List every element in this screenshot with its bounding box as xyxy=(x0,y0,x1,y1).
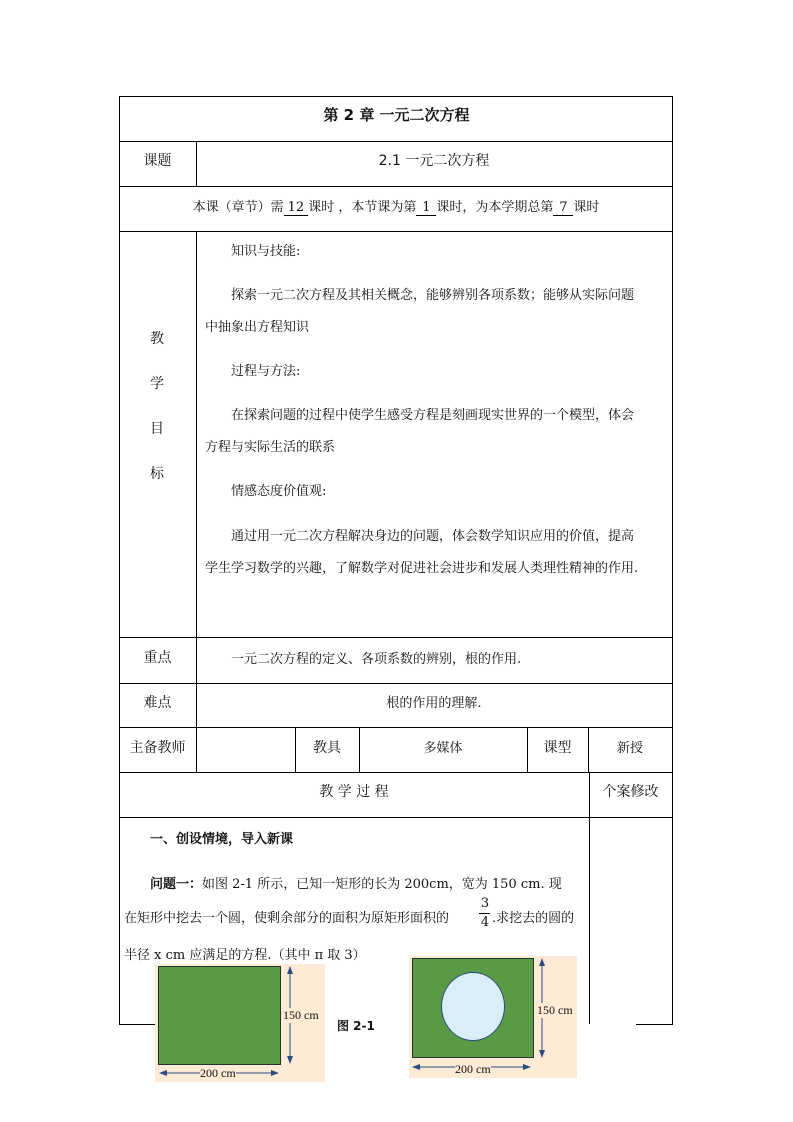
section-title: 一、创设情境，导入新课 xyxy=(150,832,294,847)
table-border-top xyxy=(119,96,673,97)
fraction-denominator: 4 xyxy=(480,915,490,930)
table-rule xyxy=(119,637,673,638)
table-border-bottom xyxy=(636,1024,673,1025)
objective-knowledge-title: 知识与技能: xyxy=(231,244,301,259)
width-label: 200 cm xyxy=(455,1062,491,1076)
width-label: 200 cm xyxy=(200,1066,236,1080)
hours-prefix: 本课（章节）需 xyxy=(192,200,284,215)
difficulty-label: 难点 xyxy=(143,695,172,711)
key-point-value: 一元二次方程的定义、各项系数的辨别，根的作用. xyxy=(231,652,522,667)
objective-attitude-title: 情感态度价值观: xyxy=(231,484,327,499)
teacher-label: 主备教师 xyxy=(129,740,186,756)
table-rule xyxy=(119,727,673,728)
process-header: 教 学 过 程 xyxy=(319,784,389,800)
topic-label: 课题 xyxy=(143,153,172,169)
fraction-numerator: 3 xyxy=(480,896,490,911)
topic-value: 2.1 一元二次方程 xyxy=(378,153,490,169)
revision-header: 个案修改 xyxy=(602,784,659,800)
hours-suffix: 课时 xyxy=(573,200,600,215)
objective-knowledge-text: 探索一元二次方程及其相关概念，能够辨别各项系数；能够从实际问题 xyxy=(231,288,635,303)
height-label: 150 cm xyxy=(537,1003,573,1017)
hours-mid1: 课时 ，本节课为第 xyxy=(308,200,417,215)
question-one-line xyxy=(150,873,562,892)
type-label: 课型 xyxy=(543,740,572,756)
question-one-label: 问题一： xyxy=(150,877,203,892)
objective-attitude-text: 学生学习数学的兴趣，了解数学对促进社会进步和发展人类理性精神的作用. xyxy=(205,561,639,576)
objectives-label-char: 教 xyxy=(150,331,164,347)
hours-mid2: 课时，为本学期总第 xyxy=(436,200,554,215)
question-one-text: 半径 x cm 应满足的方程.（其中 π 取 3） xyxy=(124,948,366,963)
objectives-label-char: 目 xyxy=(150,421,164,437)
tools-value: 多媒体 xyxy=(423,741,463,756)
table-col-divider xyxy=(589,772,590,1024)
objective-attitude-text: 通过用一元二次方程解决身边的问题，体会数学知识应用的价值，提高 xyxy=(231,529,635,544)
table-rule xyxy=(119,141,673,142)
objectives-label-char: 学 xyxy=(150,376,164,392)
type-value: 新授 xyxy=(616,741,643,756)
objective-process-title: 过程与方法: xyxy=(231,364,301,379)
objective-process-text: 方程与实际生活的联系 xyxy=(205,440,336,455)
chapter-title: 第 2 章 一元二次方程 xyxy=(323,106,470,124)
question-one-text: 如图 2-1 所示，已知一矩形的长为 200cm，宽为 150 cm. 现 xyxy=(202,877,562,892)
tools-label: 教具 xyxy=(313,740,341,756)
table-border-bottom xyxy=(119,1024,159,1025)
hours-semester: 7 xyxy=(553,200,573,216)
hours-current: 1 xyxy=(416,200,436,216)
hours-total: 12 xyxy=(284,200,309,216)
objective-knowledge-text: 中抽象出方程知识 xyxy=(205,320,310,335)
height-label: 150 cm xyxy=(283,1008,319,1022)
table-border-left xyxy=(119,96,120,1024)
difficulty-value: 根的作用的理解. xyxy=(386,696,482,711)
hours-sentence xyxy=(119,196,673,216)
table-col-divider xyxy=(196,231,197,772)
question-one-text: 在矩形中挖去一个圆，使剩余部分的面积为原矩形面积的 xyxy=(124,911,450,926)
figure-caption: 图 2-1 xyxy=(337,1019,375,1033)
objective-process-text: 在探索问题的过程中使学生感受方程是刻画现实世界的一个模型，体会 xyxy=(231,408,635,423)
table-rule xyxy=(119,683,673,684)
fraction-bar xyxy=(479,913,490,914)
table-rule xyxy=(119,186,673,187)
dimension-arrows xyxy=(155,964,325,1082)
table-rule xyxy=(119,231,673,232)
key-point-label: 重点 xyxy=(143,650,172,666)
question-one-text: .求挖去的圆的 xyxy=(492,911,575,926)
objectives-label-char: 标 xyxy=(150,466,164,482)
table-border-right xyxy=(672,96,673,1024)
